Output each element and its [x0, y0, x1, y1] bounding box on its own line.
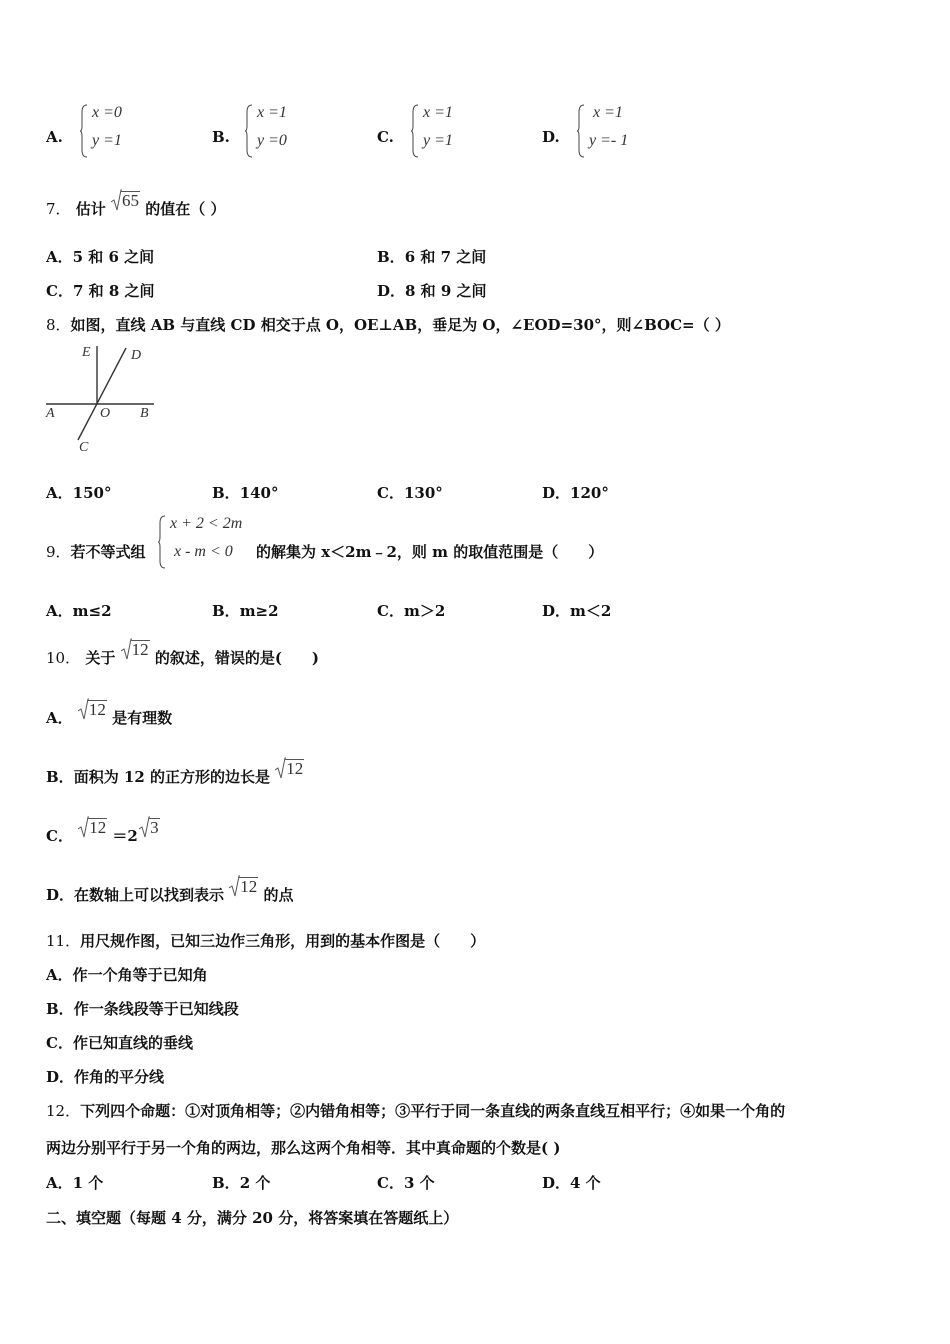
q10-option-a-label: A． — [46, 709, 73, 727]
q7-option-d-label: D． — [377, 282, 406, 300]
q11-option-b-text: 作一条线段等于已知线段 — [73, 1000, 239, 1018]
q9-ineq1: x + 2 < 2m — [170, 515, 243, 532]
radical-sign-icon — [111, 189, 122, 211]
q10-prefix: 关于 — [85, 649, 116, 667]
q9-prefix-wrap — [46, 541, 146, 562]
q8-option-c-label: C． — [377, 484, 404, 502]
q11-option-a-text: 作一个角等于已知角 — [72, 966, 208, 984]
q9-option-b-text: m≥2 — [239, 602, 279, 620]
q8-option-b-label: B． — [212, 484, 240, 502]
q8-option-d — [542, 482, 609, 503]
q11-number: 11． — [46, 932, 81, 950]
brace-icon — [80, 104, 88, 158]
radical-sign-icon — [78, 816, 89, 838]
q9-option-c — [377, 600, 445, 621]
brace-icon — [158, 515, 166, 569]
q12-option-b — [212, 1172, 270, 1193]
label-a: A — [46, 406, 55, 421]
q12-option-a-text: 1 个 — [72, 1174, 104, 1192]
label-e: E — [82, 345, 91, 360]
q12-option-d-text: 4 个 — [570, 1174, 601, 1192]
q8-number: 8． — [46, 316, 71, 334]
label-o: O — [100, 406, 111, 421]
q12-option-b-label: B． — [212, 1174, 240, 1192]
q7-option-a-text: 5 和 6 之间 — [72, 248, 155, 266]
q11-stem — [46, 930, 485, 951]
q6-option-c-eq2: y =1 — [423, 132, 453, 149]
q8-option-d-label: D． — [542, 484, 571, 502]
label-b: B — [140, 406, 149, 421]
q7-option-d-text: 8 和 9 之间 — [405, 282, 487, 300]
q10-option-c-radicand1: 12 — [89, 818, 107, 837]
q11-option-d-text: 作角的平分线 — [74, 1068, 165, 1086]
radical-sign-icon — [275, 757, 286, 779]
q9-option-b — [212, 600, 279, 621]
label-d: D — [131, 348, 142, 363]
sqrt-12 — [275, 759, 304, 779]
q9-prefix: 若不等式组 — [70, 543, 146, 561]
q11-option-b-label: B． — [46, 1000, 74, 1018]
label-c: C — [79, 440, 89, 455]
q12-line2: 两边分别平行于另一个角的两边，那么这两个角相等．其中真命题的个数是( ) — [46, 1139, 561, 1157]
radical-sign-icon — [78, 698, 89, 720]
q7-stem — [46, 191, 226, 219]
q7-option-c-label: C． — [46, 282, 73, 300]
q10-option-a-radicand: 12 — [88, 700, 106, 719]
q12-option-d-label: D． — [542, 1174, 571, 1192]
q8-figure — [42, 340, 160, 458]
q12-option-b-text: 2 个 — [239, 1174, 271, 1192]
brace-icon — [245, 104, 253, 158]
q6-option-c-label: C. — [377, 128, 394, 146]
q11-text: 用尺规作图，已知三边作三角形，用到的基本作图是（ ） — [80, 932, 486, 950]
q9-ineq2: x - m < 0 — [174, 543, 233, 560]
q11-option-b — [46, 998, 239, 1019]
q8-option-c — [377, 482, 443, 503]
q9-option-c-label: C． — [377, 602, 404, 620]
q10-option-b-radicand: 12 — [286, 759, 304, 778]
q9-option-d — [542, 600, 611, 621]
q10-option-b-text: 面积为 12 的正方形的边长是 — [73, 768, 271, 786]
q8-option-a-label: A． — [46, 484, 73, 502]
q7-option-a-label: A． — [46, 248, 73, 266]
q6-option-d-eq1: x =1 — [593, 104, 623, 121]
q7-suffix: 的值在（ ） — [145, 200, 226, 218]
q6-option-d-eq2: y =- 1 — [589, 132, 629, 149]
q10-option-c-eq: ＝2 — [112, 827, 138, 845]
q12-option-a-label: A． — [46, 1174, 73, 1192]
q10-option-a — [46, 700, 173, 728]
q12-option-c — [377, 1172, 435, 1193]
q8-option-b-text: 140° — [239, 484, 279, 502]
q7-option-b-label: B． — [377, 248, 405, 266]
q11-option-d — [46, 1066, 164, 1087]
q10-option-d-label: D． — [46, 886, 75, 904]
q10-option-d-radicand: 12 — [240, 877, 258, 896]
sqrt-3 — [139, 818, 160, 838]
line-cd — [78, 348, 126, 440]
sqrt-12 — [78, 700, 107, 720]
radical-sign-icon — [139, 816, 150, 838]
q6-option-a-label: A. — [46, 128, 63, 146]
q6-option-a-eq1: x =0 — [92, 104, 122, 121]
q7-number: 7． — [46, 200, 71, 218]
q9-option-a-label: A． — [46, 602, 73, 620]
radical-sign-icon — [229, 875, 240, 897]
q8-stem — [46, 314, 730, 335]
q12-option-c-label: C． — [377, 1174, 404, 1192]
q6-option-b-label: B. — [212, 128, 230, 146]
q9-suffix: 的解集为 x＜2m﹣2，则 m 的取值范围是（ ） — [256, 543, 604, 561]
q7-radicand: 65 — [122, 191, 140, 210]
q8-text: 如图，直线 AB 与直线 CD 相交于点 O，OE⊥AB，垂足为 O，∠EOD=30°，则∠BOC=（ ） — [70, 316, 730, 334]
q10-radicand: 12 — [131, 640, 149, 659]
q8-option-a-text: 150° — [72, 484, 112, 502]
q12-stem-line1 — [46, 1100, 785, 1121]
q7-option-d — [377, 280, 487, 301]
q9-option-c-text: m＞2 — [403, 602, 446, 620]
section-2-title: 二、填空题（每题 4 分，满分 20 分，将答案填在答题纸上） — [46, 1209, 459, 1227]
q10-suffix: 的叙述，错误的是( ) — [154, 649, 320, 667]
q8-option-b — [212, 482, 279, 503]
q12-line1: 下列四个命题：①对顶角相等；②内错角相等；③平行于同一条直线的两条直线互相平行；④如果一个角的 — [80, 1102, 786, 1120]
q12-option-c-text: 3 个 — [403, 1174, 435, 1192]
q11-option-a — [46, 964, 208, 985]
q6-option-a-eq2: y =1 — [92, 132, 122, 149]
q10-stem — [46, 640, 320, 668]
sqrt-12 — [229, 877, 258, 897]
brace-icon — [577, 104, 585, 158]
q9-option-a — [46, 600, 112, 621]
brace-icon — [411, 104, 419, 158]
q7-option-b — [377, 246, 486, 267]
q11-option-a-label: A． — [46, 966, 73, 984]
q6-option-b-eq1: x =1 — [257, 104, 287, 121]
q9-option-a-text: m≤2 — [72, 602, 112, 620]
q10-number: 10． — [46, 649, 81, 667]
q9-number: 9． — [46, 543, 71, 561]
q11-option-d-label: D． — [46, 1068, 75, 1086]
q8-option-d-text: 120° — [570, 484, 609, 502]
q10-option-d — [46, 877, 294, 905]
q8-option-c-text: 130° — [403, 484, 443, 502]
q10-option-b — [46, 759, 304, 787]
q10-option-c — [46, 818, 160, 846]
q11-option-c-label: C． — [46, 1034, 73, 1052]
q7-option-c-text: 7 和 8 之间 — [72, 282, 155, 300]
q6-option-b-eq2: y =0 — [257, 132, 287, 149]
q7-prefix: 估计 — [75, 200, 106, 218]
q11-option-c-text: 作已知直线的垂线 — [72, 1034, 193, 1052]
q9-option-d-text: m＜2 — [570, 602, 612, 620]
q9-option-b-label: B． — [212, 602, 240, 620]
sqrt-12 — [78, 818, 107, 838]
radical-sign-icon — [121, 638, 132, 660]
q7-option-c — [46, 280, 155, 301]
q12-option-d — [542, 1172, 601, 1193]
q10-option-b-label: B． — [46, 768, 74, 786]
q6-option-d-label: D. — [542, 128, 560, 146]
q10-option-d-text: 在数轴上可以找到表示 — [74, 886, 225, 904]
q10-option-c-radicand2: 3 — [150, 818, 159, 837]
q10-option-c-label: C． — [46, 827, 73, 845]
q7-option-a — [46, 246, 154, 267]
q11-option-c — [46, 1032, 193, 1053]
sqrt-65 — [111, 191, 140, 211]
q9-option-d-label: D． — [542, 602, 571, 620]
q10-option-d-suffix: 的点 — [263, 886, 294, 904]
q8-option-a — [46, 482, 111, 503]
q12-number: 12． — [46, 1102, 81, 1120]
sqrt-12 — [121, 640, 150, 660]
q7-option-b-text: 6 和 7 之间 — [404, 248, 487, 266]
q10-option-a-text: 是有理数 — [112, 709, 173, 727]
q6-option-c-eq1: x =1 — [423, 104, 453, 121]
q12-option-a — [46, 1172, 103, 1193]
